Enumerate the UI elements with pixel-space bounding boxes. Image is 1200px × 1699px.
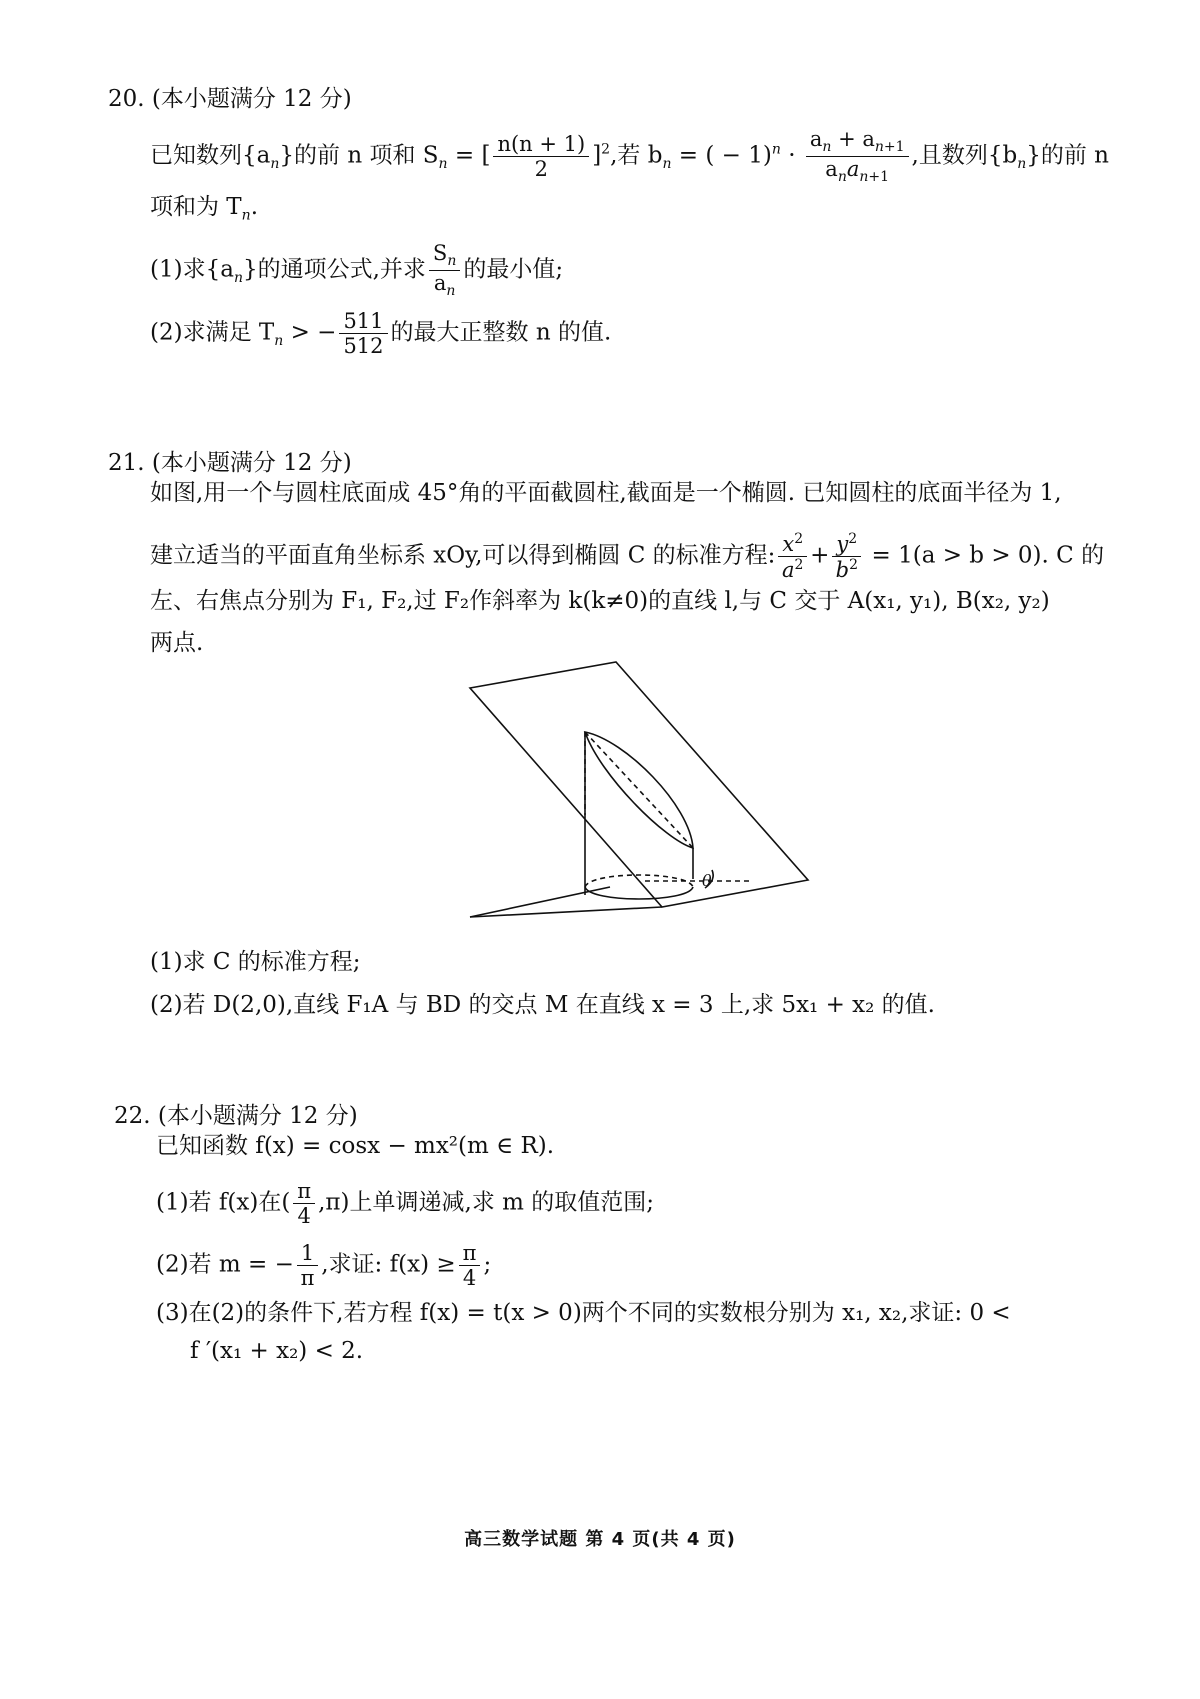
problem-20-stem-line-2: 项和为 $T_n$. (150, 194, 258, 224)
problem-22-stem: 已知函数 f(x) = cosx − mx²(m ∈ R). (156, 1133, 555, 1159)
problem-20-question-1: (1)求$\{a_n\}$的通项公式,并求 $\frac{S_n}{a_n}$ 的最小值; (150, 241, 564, 300)
problem-22-question-3-line-1: (3)在(2)的条件下,若方程 f(x) = t(x > 0)两个不同的实数根分别为 x₁, x₂,求证: 0 < (156, 1300, 1011, 1326)
problem-22-title: 22. (本小题满分 12 分) (114, 1103, 358, 1129)
problem-21-question-2: (2)若 D(2,0),直线 F₁A 与 BD 的交点 M 在直线 x = 3 上,求 5x₁ + x₂ 的值. (150, 992, 935, 1018)
ellipse-section (585, 732, 693, 848)
problem-20-title: 20. (本小题满分 12 分) (108, 86, 352, 112)
problem-20-question-2: (2)求满足 $T_n$ > − $\frac{511}{512}$ 的最大正整数 n 的值. (150, 309, 612, 359)
angle-label: θ (702, 871, 712, 890)
problem-21-title: 21. (本小题满分 12 分) (108, 450, 352, 476)
hidden-axis (585, 732, 693, 848)
problem-22-question-3-line-2: f ′(x₁ + x₂) < 2. (190, 1338, 364, 1364)
problem-22-question-2: (2)若 m = − $\frac{1}{\pi}$ ,求证: f(x) ≥ $\frac{\pi}{4}$ ; (156, 1241, 492, 1291)
cutting-plane (470, 662, 808, 907)
problem-21-stem-line-2: 建立适当的平面直角坐标系 xOy,可以得到椭圆 C 的标准方程: $\frac{x^2}{a^2}$ + $\frac{y^2}{b^2}$ = 1(a > b > 0). C 的 (150, 531, 1105, 583)
base-line (470, 907, 662, 917)
page-footer: 高三数学试题 第 4 页(共 4 页) (464, 1529, 736, 1550)
problem-21-question-1: (1)求 C 的标准方程; (150, 949, 361, 975)
problem-22-question-1: (1)若 f(x)在( $\frac{\pi}{4}$ ,π)上单调递减,求 m 的取值范围; (156, 1179, 655, 1229)
problem-21-stem-line-3: 左、右焦点分别为 F₁, F₂,过 F₂作斜率为 k(k≠0)的直线 l,与 C 交于 A(x₁, y₁), B(x₂, y₂) (150, 588, 1050, 614)
problem-21-stem-line-1: 如图,用一个与圆柱底面成 45°角的平面截圆柱,截面是一个椭圆. 已知圆柱的底面半径为 1, (150, 480, 1062, 506)
problem-21-stem-line-4: 两点. (150, 630, 204, 656)
cylinder-section-figure (450, 655, 820, 925)
problem-20-stem-line-1: 已知数列$\{a_n\}$的前 n 项和 $S_n$ = [ $\frac{n(n + 1)}{2}$ ]$^2$,若 $b_n$ = ( − 1)$^n$ · $\frac{a_n + a_{n+1}}{a_na_{n+1}}$ ,且数列$\{b_n\}$的前 n (150, 127, 1109, 186)
